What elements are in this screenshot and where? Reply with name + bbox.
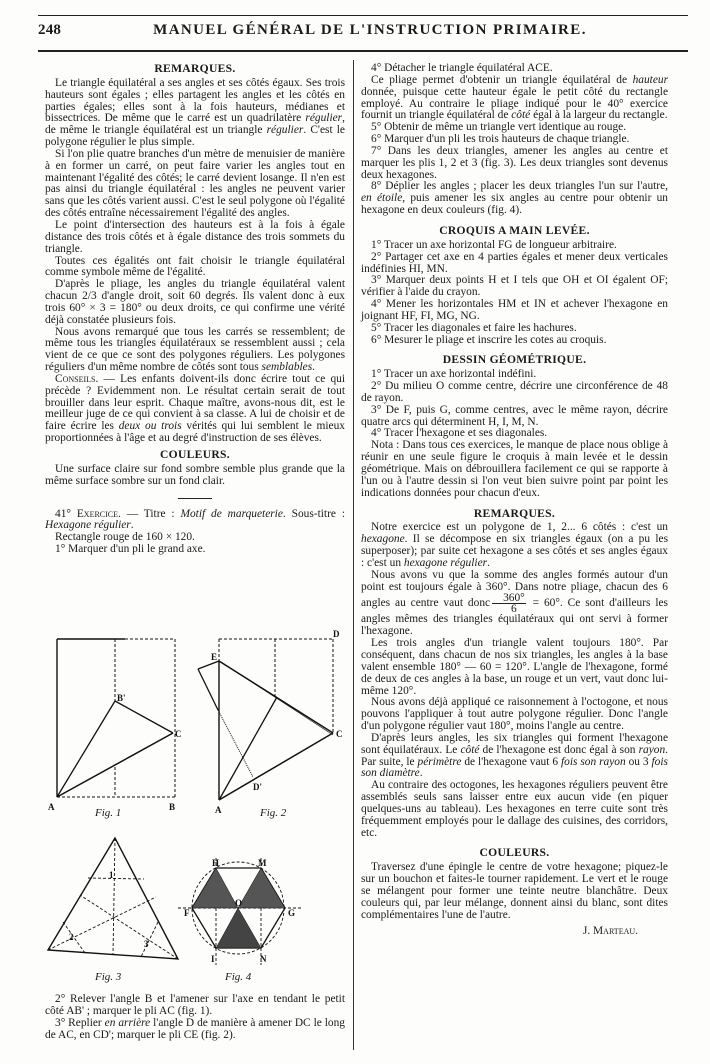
paragraph: Nous avons vu que la somme des angles formés autour d'un point est toujours égale à 360°. Dans notre pliage, chacun des 6 angles au centre vaut donc $\frac{360^\circ}{6}$ = 60°. Ce sont d'ailleurs les angles mêmes des triangles équilatéraux qui ont servi à former l'hexagone. xyxy=(361,568,668,638)
svg-text:1: 1 xyxy=(109,870,114,880)
svg-text:E: E xyxy=(211,652,218,662)
paragraph: Rectangle rouge de 160 × 120. xyxy=(55,531,195,544)
list-item: 3° Marquer deux points H et I tels que OH et OI égalent OF; vérifier à l'aide du crayon. xyxy=(361,274,668,299)
svg-text:G: G xyxy=(288,908,296,918)
paragraph: 4° Détacher le triangle équilatéral ACE. xyxy=(371,62,553,74)
fig4-caption: Fig. 4 xyxy=(225,971,252,983)
nota-paragraph: Nota : Dans tous ces exercices, le manque de place nous oblige à réunir en une seule figure le croquis à main levée et le dessin géométrique. Mais on débrouillera facilement ce qui se rapporte à l'un ou à l'autre dessin si l'on veut bien suivre point par point les indications données pour chacun d'eux. xyxy=(361,439,668,499)
svg-text:H: H xyxy=(212,858,220,868)
couleurs-heading-2: COULEURS. xyxy=(479,846,550,860)
right-column xyxy=(361,63,668,937)
paragraph: D'après leurs angles, les six triangles qui forment l'hexagone sont équilatéraux. Le côté de l'hexagone est donc égal à son rayon. Par suite, le périmètre de l'hexagone vaut 6 fois son rayon ou 3 fois son diamètre. xyxy=(361,731,668,780)
paragraph: 7° Dans les deux triangles, amener les angles au centre et marquer les plis 1, 2 et 3 (fig. 3). Les deux triangles sont devenus deux hexagones. xyxy=(361,144,668,181)
svg-text:3: 3 xyxy=(144,939,149,949)
section-separator xyxy=(178,498,212,499)
paragraph: D'après le pliage, les angles du triangle équilatéral valent chacun 2/3 d'angle droit, soit 60 degrés. Ils valent donc à eux trois 60° × 3 = 180° ou deux droits, ce qui confirme une vérité déjà constatée plusieurs fois. xyxy=(45,278,345,326)
svg-text:C: C xyxy=(336,729,343,739)
paragraph: Nous avons remarqué que tous les carrés se ressemblent; de même tous les triangles équilatéraux se ressemblent aussi ; cela vient de ce que ce sont des polygones réguliers. Les polygones réguliers d'un même nombre de côtés sont tous semblables. xyxy=(45,325,345,374)
remarques-heading: REMARQUES. xyxy=(154,62,236,75)
list-item: 4° Mener les horizontales HM et IN et achever l'hexagone en joignant HF, FI, MG, NG. xyxy=(361,298,668,322)
svg-text:F: F xyxy=(184,908,190,918)
paragraph: Au contraire des octogones, les hexagones réguliers peuvent être assemblés seuls sans laisser entre eux aucun vide (en piquer quelques-uns au tableau). Les hexagones en terre cuite sont très fréquemment employés pour le dallage des cuisines, des corridors, etc. xyxy=(361,779,668,839)
author-signature: J. Marteau. xyxy=(582,924,638,937)
paragraph: Toutes ces égalités ont fait choisir le triangle équilatéral comme symbole même de l'égalité. xyxy=(45,254,345,279)
svg-text:2: 2 xyxy=(69,932,74,942)
column-divider xyxy=(353,60,354,1050)
paragraph: 6° Marquer d'un pli les trois hauteurs de chaque triangle. xyxy=(371,133,630,146)
figures-area xyxy=(45,625,345,995)
svg-text:N: N xyxy=(260,954,267,964)
svg-text:D: D xyxy=(333,629,340,639)
page-title: MANUEL GÉNÉRAL DE L'INSTRUCTION PRIMAIRE. xyxy=(153,22,587,38)
list-item: 2° Du milieu O comme centre, décrire une circonférence de 48 de rayon. xyxy=(361,380,668,404)
fig3-diagram xyxy=(48,838,178,959)
exercise-title: 41° Exercice. — Titre : Motif de marqueterie. Sous-titre : Hexagone régulier. xyxy=(45,507,345,532)
list-item: 5° Tracer les diagonales et faire les hachures. xyxy=(371,321,577,334)
list-item: 2° Partager cet axe en 4 parties égales et mener deux verticales indéfinies HI, MN. xyxy=(361,250,668,275)
list-item: 3° De F, puis G, comme centres, avec le même rayon, décrire quatre arcs qui déterminent H, I, M, N. xyxy=(361,403,668,428)
fig1-caption: Fig. 1 xyxy=(95,807,122,819)
conseils-paragraph: Conseils. — Les enfants doivent-ils donc écrire tout ce qui précède ? Evidemment non. Le résultat certain serait de tout brouiller dans leur esprit. Chaque maître, avons-nous dit, est le meilleur juge de ce qui convient à sa classe. A lui de choisir et de faire écrire les deux ou trois vérités qui lui semblent le mieux proportionnées à l'âge et au degré d'instruction de ses élèves. xyxy=(45,372,345,445)
paragraph: 1° Marquer d'un pli le grand axe. xyxy=(55,543,206,556)
paragraph: Le triangle équilatéral a ses angles et ses côtés égaux. Ses trois hauteurs sont égales ; elles partagent les angles et les côtés en parties égales; elles sont à la fois hauteurs, médianes et bissectrices. De même que le carré est un quadrilatère régulier, de même le triangle équilatéral est un triangle régulier. C'est le polygone régulier le plus simple. xyxy=(45,76,345,149)
paragraph: Notre exercice est un polygone de 1, 2... 6 côtés : c'est un hexagone. Il se décompose en six triangles égaux (on a pu les superposer); par suite cet hexagone a ses côtés et ses angles égaux : c'est un hexagone régulier. xyxy=(361,521,668,569)
geometry-figures xyxy=(45,625,345,995)
svg-text:O: O xyxy=(235,898,243,908)
svg-text:D': D' xyxy=(253,782,262,792)
conseils-label: Conseils. xyxy=(55,372,99,385)
dessin-heading: DESSIN GÉOMÉTRIQUE. xyxy=(442,353,587,367)
svg-text:B': B' xyxy=(117,693,126,703)
svg-text:M: M xyxy=(258,858,267,868)
header-top-rule xyxy=(38,15,688,16)
croquis-heading: CROQUIS A MAIN LEVÉE. xyxy=(439,223,590,237)
fig4-diagram xyxy=(178,858,303,965)
page-number: 248 xyxy=(38,22,62,38)
fig3-caption: Fig. 3 xyxy=(95,971,122,983)
paragraph: 3° Replier en arrière l'angle D de manière à amener DC le long de AC, en CD'; marquer le pli CE (fig. 2). xyxy=(45,1016,345,1041)
paragraph: Une surface claire sur fond sombre semble plus grande que la même surface sombre sur un fond clair. xyxy=(45,462,345,487)
fig2-caption: Fig. 2 xyxy=(260,807,287,819)
svg-text:A: A xyxy=(48,802,55,812)
left-column-continued xyxy=(45,994,345,1041)
left-column xyxy=(45,63,345,556)
list-item: 1° Tracer un axe horizontal indéfini. xyxy=(371,368,537,381)
paragraph: Les trois angles d'un triangle valent toujours 180°. Par conséquent, dans chacun de nos six triangles, les angles à la base valent ensemble 180° — 60 = 120°. L'angle de l'hexagone, formé de deux de ces angles à la base, un rouge et un vert, vaut donc lui-même 120°. xyxy=(361,637,668,697)
svg-text:I: I xyxy=(211,954,215,964)
svg-text:B: B xyxy=(169,802,176,812)
paragraph: Traversez d'une épingle le centre de votre hexagone; piquez-le sur un bouchon et faites-le tourner rapidement. Le vert et le rouge se mélangent pour former une teinte neutre blanchâtre. Deux couleurs qui, par leur mélange, donnent ainsi du blanc, sont dites complémentaires l'une de l'autre. xyxy=(361,861,668,921)
header-bottom-rule xyxy=(38,50,688,52)
fig2-diagram xyxy=(198,639,333,800)
list-item: 1° Tracer un axe horizontal FG de longueur arbitraire. xyxy=(371,238,617,251)
fraction: $\frac{360^\circ}{6}$ xyxy=(492,593,526,614)
paragraph: 8° Déplier les angles ; placer les deux triangles l'un sur l'autre, en étoile, puis amener les six angles au centre pour obtenir un hexagone en deux couleurs (fig. 4). xyxy=(361,180,668,217)
paragraph: 2° Relever l'angle B et l'amener sur l'axe en tendant le petit côté AB' ; marquer le pli AC (fig. 1). xyxy=(45,993,345,1017)
couleurs-heading: COULEURS. xyxy=(159,448,231,461)
list-item: 6° Mesurer le pliage et inscrire les cotes au croquis. xyxy=(371,333,607,346)
list-item: 4° Tracer l'hexagone et ses diagonales. xyxy=(371,427,548,440)
paragraph: 5° Obtenir de même un triangle vert identique au rouge. xyxy=(371,121,627,134)
remarques-heading-2: REMARQUES. xyxy=(473,506,556,520)
paragraph: Nous avons déjà appliqué ce raisonnement à l'octogone, et nous pouvons l'appliquer à tout autre polygone régulier. Donc l'angle d'un polygone régulier vaut 180°, moins l'angle au centre. xyxy=(361,696,668,733)
paragraph: Le point d'intersection des hauteurs est à la fois à égale distance des trois côtés et à égale distance des trois sommets du triangle. xyxy=(45,218,345,255)
svg-text:A: A xyxy=(215,805,222,815)
svg-text:C: C xyxy=(175,729,182,739)
paragraph: Si l'on plie quatre branches d'un mètre de menuisier de manière à en former un carré, on peut faire varier les angles tout en maintenant l'égalité des côtés; le carré devient losange. Il n'en est pas ainsi du triangle équilatéral : les angles ne peuvent varier sans que les côtés varient aussi. C'est le seul polygone où l'égalité des côtés entraîne nécessairement l'égalité des angles. xyxy=(45,147,345,220)
paragraph: Ce pliage permet d'obtenir un triangle équilatéral de hauteur donnée, puisque cette hauteur égale le petit côté du rectangle employé. Au contraire le pliage indiqué pour le 40° exercice fournit un triangle équilatéral de côté égal à la largeur du rectangle. xyxy=(361,73,668,122)
fig1-diagram xyxy=(57,639,175,797)
